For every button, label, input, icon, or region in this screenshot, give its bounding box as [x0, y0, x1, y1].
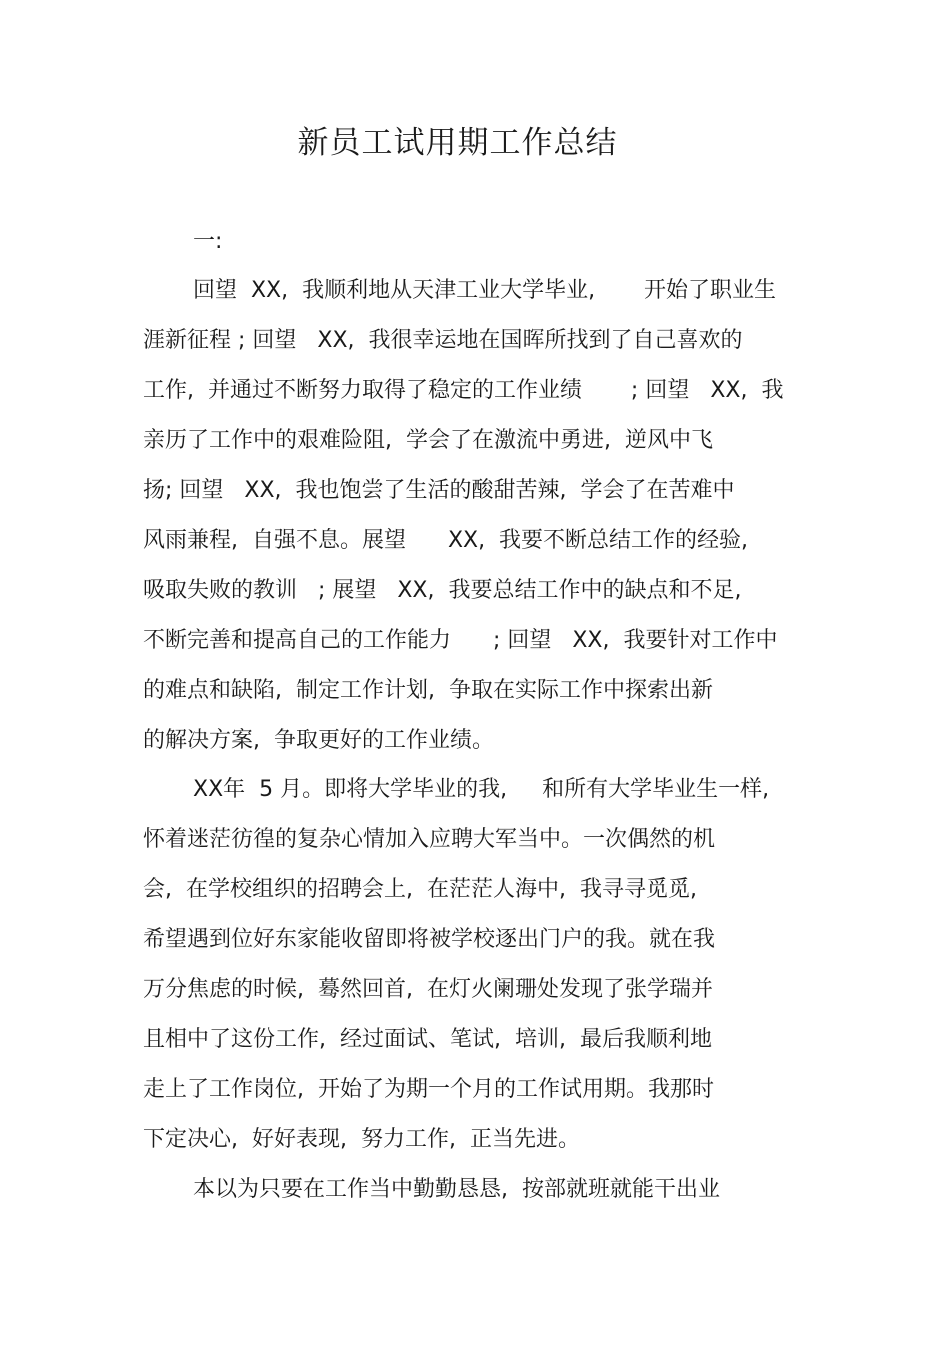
document-title: 新员工试用期工作总结: [297, 125, 618, 161]
paragraph-line: 吸取失败的教训 ; 展望 XX, 我要总结工作中的缺点和不足,: [143, 578, 742, 603]
paragraph-line: 的解决方案, 争取更好的工作业绩。: [143, 728, 494, 753]
paragraph-line: 扬; 回望 XX, 我也饱尝了生活的酸甜苦辣, 学会了在苦难中: [143, 478, 735, 503]
paragraph-line: 的难点和缺陷, 制定工作计划, 争取在实际工作中探索出新: [143, 678, 713, 703]
paragraph-line: 回望 XX, 我顺利地从天津工业大学毕业, 开始了职业生: [193, 278, 777, 303]
paragraph-line: 会, 在学校组织的招聘会上, 在茫茫人海中, 我寻寻觅觅,: [143, 877, 697, 902]
paragraph-line: 本以为只要在工作当中勤勤恳恳, 按部就班就能干出业: [193, 1177, 720, 1202]
paragraph-line: 怀着迷茫彷徨的复杂心情加入应聘大军当中。一次偶然的机: [143, 827, 716, 852]
paragraph-line: 亲历了工作中的艰难险阻, 学会了在激流中勇进, 逆风中飞: [143, 428, 713, 453]
paragraph-line: 工作, 并通过不断努力取得了稳定的工作业绩 ; 回望 XX, 我: [143, 378, 784, 403]
paragraph-line: 涯新征程 ; 回望 XX, 我很幸运地在国晖所找到了自己喜欢的: [143, 328, 743, 353]
paragraph-line: 希望遇到位好东家能收留即将被学校逐出门户的我。就在我: [143, 927, 716, 952]
paragraph-line: 且相中了这份工作, 经过面试、笔试, 培训, 最后我顺利地: [143, 1027, 712, 1052]
paragraph-line: XX年 5 月。即将大学毕业的我, 和所有大学毕业生一样,: [193, 777, 770, 802]
paragraph-line: 下定决心, 好好表现, 努力工作, 正当先进。: [143, 1127, 580, 1152]
section-number: 一:: [193, 229, 223, 254]
paragraph-line: 不断完善和提高自己的工作能力 ; 回望 XX, 我要针对工作中: [143, 628, 778, 653]
paragraph-line: 风雨兼程, 自强不息。展望 XX, 我要不断总结工作的经验,: [143, 528, 749, 553]
paragraph-line: 万分焦虑的时候, 蓦然回首, 在灯火阑珊处发现了张学瑞并: [143, 977, 713, 1002]
paragraph-line: 走上了工作岗位, 开始了为期一个月的工作试用期。我那时: [143, 1077, 714, 1102]
